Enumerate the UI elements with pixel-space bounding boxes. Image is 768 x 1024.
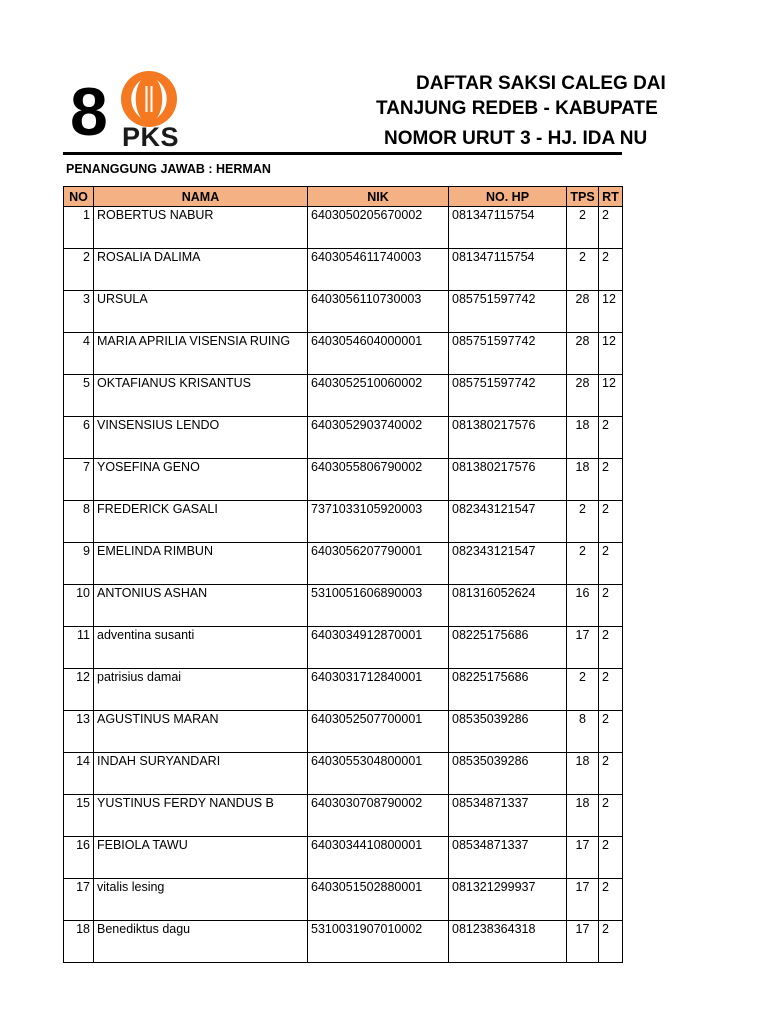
document-title-line-1: DAFTAR SAKSI CALEG DAI [416,73,666,94]
cell-tps: 16 [567,585,599,627]
cell-tps: 17 [567,837,599,879]
cell-tps: 28 [567,333,599,375]
cell-nama: EMELINDA RIMBUN [94,543,308,585]
col-header-nama: NAMA [94,187,308,207]
col-header-no: NO [64,187,94,207]
table-row [64,921,623,963]
cell-nama: FREDERICK GASALI [94,501,308,543]
cell-tps: 28 [567,375,599,417]
cell-no: 16 [64,837,94,879]
cell-nama: MARIA APRILIA VISENSIA RUING [94,333,308,375]
cell-no: 18 [64,921,94,963]
cell-nik: 6403034410800001 [308,837,449,879]
cell-rt: 2 [599,249,623,291]
cell-hp: 085751597742 [449,333,567,375]
cell-nama: INDAH SURYANDARI [94,753,308,795]
cell-hp: 081316052624 [449,585,567,627]
table-row [64,375,623,417]
cell-tps: 8 [567,711,599,753]
document-title-line-2: TANJUNG REDEB - KABUPATE [376,98,658,119]
cell-hp: 085751597742 [449,291,567,333]
cell-nama: ROSALIA DALIMA [94,249,308,291]
cell-tps: 18 [567,459,599,501]
cell-hp: 08535039286 [449,753,567,795]
cell-nik: 6403034912870001 [308,627,449,669]
cell-tps: 2 [567,249,599,291]
cell-no: 2 [64,249,94,291]
cell-nik: 6403052510060002 [308,375,449,417]
cell-hp: 081347115754 [449,207,567,249]
cell-no: 17 [64,879,94,921]
table-row [64,585,623,627]
cell-nik: 6403052903740002 [308,417,449,459]
cell-no: 4 [64,333,94,375]
cell-rt: 2 [599,879,623,921]
table-row [64,753,623,795]
cell-no: 13 [64,711,94,753]
cell-rt: 2 [599,837,623,879]
cell-nik: 6403030708790002 [308,795,449,837]
cell-rt: 2 [599,543,623,585]
cell-no: 5 [64,375,94,417]
table-row [64,207,623,249]
cell-rt: 12 [599,333,623,375]
cell-hp: 082343121547 [449,543,567,585]
document-title-line-3: NOMOR URUT 3 - HJ. IDA NU [384,128,648,149]
cell-rt: 2 [599,795,623,837]
cell-rt: 2 [599,753,623,795]
cell-rt: 2 [599,459,623,501]
cell-rt: 12 [599,375,623,417]
table-row [64,543,623,585]
cell-tps: 28 [567,291,599,333]
cell-hp: 082343121547 [449,501,567,543]
cell-hp: 081238364318 [449,921,567,963]
saksi-table [63,186,623,963]
cell-tps: 2 [567,669,599,711]
table-row [64,837,623,879]
pks-logo-icon [120,70,178,128]
cell-nama: AGUSTINUS MARAN [94,711,308,753]
cell-nama: patrisius damai [94,669,308,711]
cell-rt: 2 [599,585,623,627]
cell-hp: 08534871337 [449,837,567,879]
cell-nama: ROBERTUS NABUR [94,207,308,249]
cell-nama: URSULA [94,291,308,333]
cell-tps: 2 [567,543,599,585]
cell-no: 7 [64,459,94,501]
cell-nama: adventina susanti [94,627,308,669]
cell-nama: VINSENSIUS LENDO [94,417,308,459]
cell-hp: 081347115754 [449,249,567,291]
cell-rt: 2 [599,921,623,963]
col-header-tps: TPS [567,187,599,207]
cell-rt: 2 [599,501,623,543]
table-row [64,249,623,291]
cell-hp: 08535039286 [449,711,567,753]
cell-hp: 08534871337 [449,795,567,837]
cell-no: 11 [64,627,94,669]
cell-nama: Benediktus dagu [94,921,308,963]
cell-tps: 2 [567,207,599,249]
cell-no: 3 [64,291,94,333]
table-row [64,333,623,375]
cell-tps: 2 [567,501,599,543]
cell-no: 9 [64,543,94,585]
cell-nama: vitalis lesing [94,879,308,921]
cell-nik: 6403052507700001 [308,711,449,753]
table-row [64,291,623,333]
table-row [64,879,623,921]
cell-tps: 17 [567,879,599,921]
header-divider [63,152,622,155]
cell-no: 15 [64,795,94,837]
cell-rt: 2 [599,207,623,249]
cell-nik: 6403056110730003 [308,291,449,333]
cell-rt: 2 [599,711,623,753]
table-row [64,417,623,459]
cell-nama: YUSTINUS FERDY NANDUS B [94,795,308,837]
cell-nik: 7371033105920003 [308,501,449,543]
cell-rt: 2 [599,669,623,711]
cell-nik: 6403054604000001 [308,333,449,375]
cell-nik: 5310051606890003 [308,585,449,627]
cell-tps: 17 [567,921,599,963]
cell-rt: 2 [599,417,623,459]
cell-no: 10 [64,585,94,627]
col-header-hp: NO. HP [449,187,567,207]
cell-rt: 2 [599,627,623,669]
cell-nama: YOSEFINA GENO [94,459,308,501]
cell-nik: 6403054611740003 [308,249,449,291]
penanggung-jawab-label: PENANGGUNG JAWAB : HERMAN [66,162,271,176]
col-header-rt: RT [599,187,623,207]
col-header-nik: NIK [308,187,449,207]
cell-no: 14 [64,753,94,795]
cell-hp: 08225175686 [449,627,567,669]
cell-no: 6 [64,417,94,459]
cell-hp: 085751597742 [449,375,567,417]
cell-tps: 18 [567,417,599,459]
cell-hp: 081380217576 [449,459,567,501]
table-row [64,669,623,711]
table-row [64,795,623,837]
cell-nik: 5310031907010002 [308,921,449,963]
logo-party-name: PKS [122,122,180,152]
cell-nama: FEBIOLA TAWU [94,837,308,879]
cell-no: 8 [64,501,94,543]
cell-nik: 6403055806790002 [308,459,449,501]
cell-nik: 6403031712840001 [308,669,449,711]
cell-hp: 08225175686 [449,669,567,711]
cell-nama: OKTAFIANUS KRISANTUS [94,375,308,417]
table-row [64,627,623,669]
cell-no: 1 [64,207,94,249]
table-header-row [64,187,623,207]
cell-nik: 6403051502880001 [308,879,449,921]
cell-hp: 081380217576 [449,417,567,459]
table-row [64,501,623,543]
cell-no: 12 [64,669,94,711]
cell-nama: ANTONIUS ASHAN [94,585,308,627]
cell-rt: 12 [599,291,623,333]
cell-tps: 18 [567,795,599,837]
table-row [64,711,623,753]
logo-number: 8 [70,74,106,150]
cell-nik: 6403050205670002 [308,207,449,249]
table-row [64,459,623,501]
cell-tps: 18 [567,753,599,795]
cell-hp: 081321299937 [449,879,567,921]
cell-tps: 17 [567,627,599,669]
cell-nik: 6403055304800001 [308,753,449,795]
cell-nik: 6403056207790001 [308,543,449,585]
